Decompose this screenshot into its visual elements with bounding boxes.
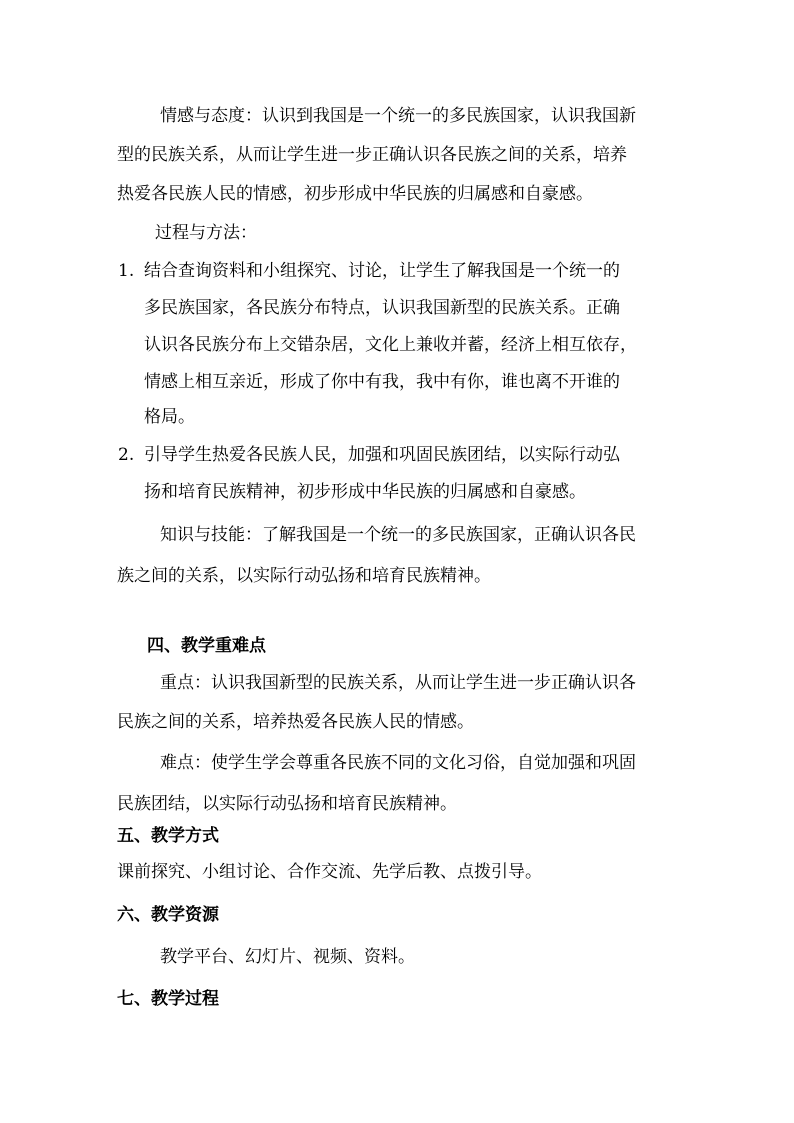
section-7-heading: 七、教学过程: [117, 989, 219, 1009]
key-point-line-2: 民族之间的关系，培养热爱各民族人民的情感。: [117, 712, 474, 732]
section-6-text: 教学平台、幻灯片、视频、资料。: [160, 947, 415, 967]
knowledge-line-2: 族之间的关系，以实际行动弘扬和培育民族精神。: [117, 566, 491, 586]
process-item-2-line-2: 扬和培育民族精神，初步形成中华民族的归属感和自豪感。: [144, 482, 586, 502]
key-point-line-1: 重点：认识我国新型的民族关系，从而让学生进一步正确认识各: [160, 673, 636, 693]
process-heading: 过程与方法：: [155, 223, 257, 243]
process-item-1-text: 结合查询资料和小组探究、讨论，让学生了解我国是一个统一的: [144, 261, 620, 281]
process-item-1-number: 1.: [118, 261, 135, 281]
process-item-2-text: 引导学生热爱各民族人民，加强和巩固民族团结，以实际行动弘: [144, 445, 620, 465]
attitude-line-1: 情感与态度：认识到我国是一个统一的多民族国家，认识我国新: [160, 106, 636, 126]
process-item-1-line-3: 认识各民族分布上交错杂居，文化上兼收并蓄，经济上相互依存，: [144, 335, 637, 355]
section-4-heading: 四、教学重难点: [147, 636, 266, 656]
attitude-line-2: 型的民族关系，从而让学生进一步正确认识各民族之间的关系，培养: [117, 145, 627, 165]
process-item-1-line-5: 格局。: [144, 407, 195, 427]
process-item-2-number: 2.: [118, 445, 135, 465]
section-5-text: 课前探究、小组讨论、合作交流、先学后教、点拨引导。: [117, 862, 542, 882]
section-5-heading: 五、教学方式: [117, 826, 219, 846]
process-item-1-line-2: 多民族国家，各民族分布特点，认识我国新型的民族关系。正确: [144, 298, 620, 318]
process-item-1-line-4: 情感上相互亲近，形成了你中有我，我中有你，谁也离不开谁的: [144, 372, 620, 392]
process-item-1-line-1: [118, 261, 620, 281]
section-6-heading: 六、教学资源: [117, 905, 219, 925]
process-item-2-line-1: [118, 445, 620, 465]
attitude-line-3: 热爱各民族人民的情感，初步形成中华民族的归属感和自豪感。: [117, 184, 593, 204]
difficulty-line-2: 民族团结，以实际行动弘扬和培育民族精神。: [117, 794, 457, 814]
difficulty-line-1: 难点：使学生学会尊重各民族不同的文化习俗，自觉加强和巩固: [160, 753, 636, 773]
knowledge-line-1: 知识与技能：了解我国是一个统一的多民族国家，正确认识各民: [160, 525, 636, 545]
